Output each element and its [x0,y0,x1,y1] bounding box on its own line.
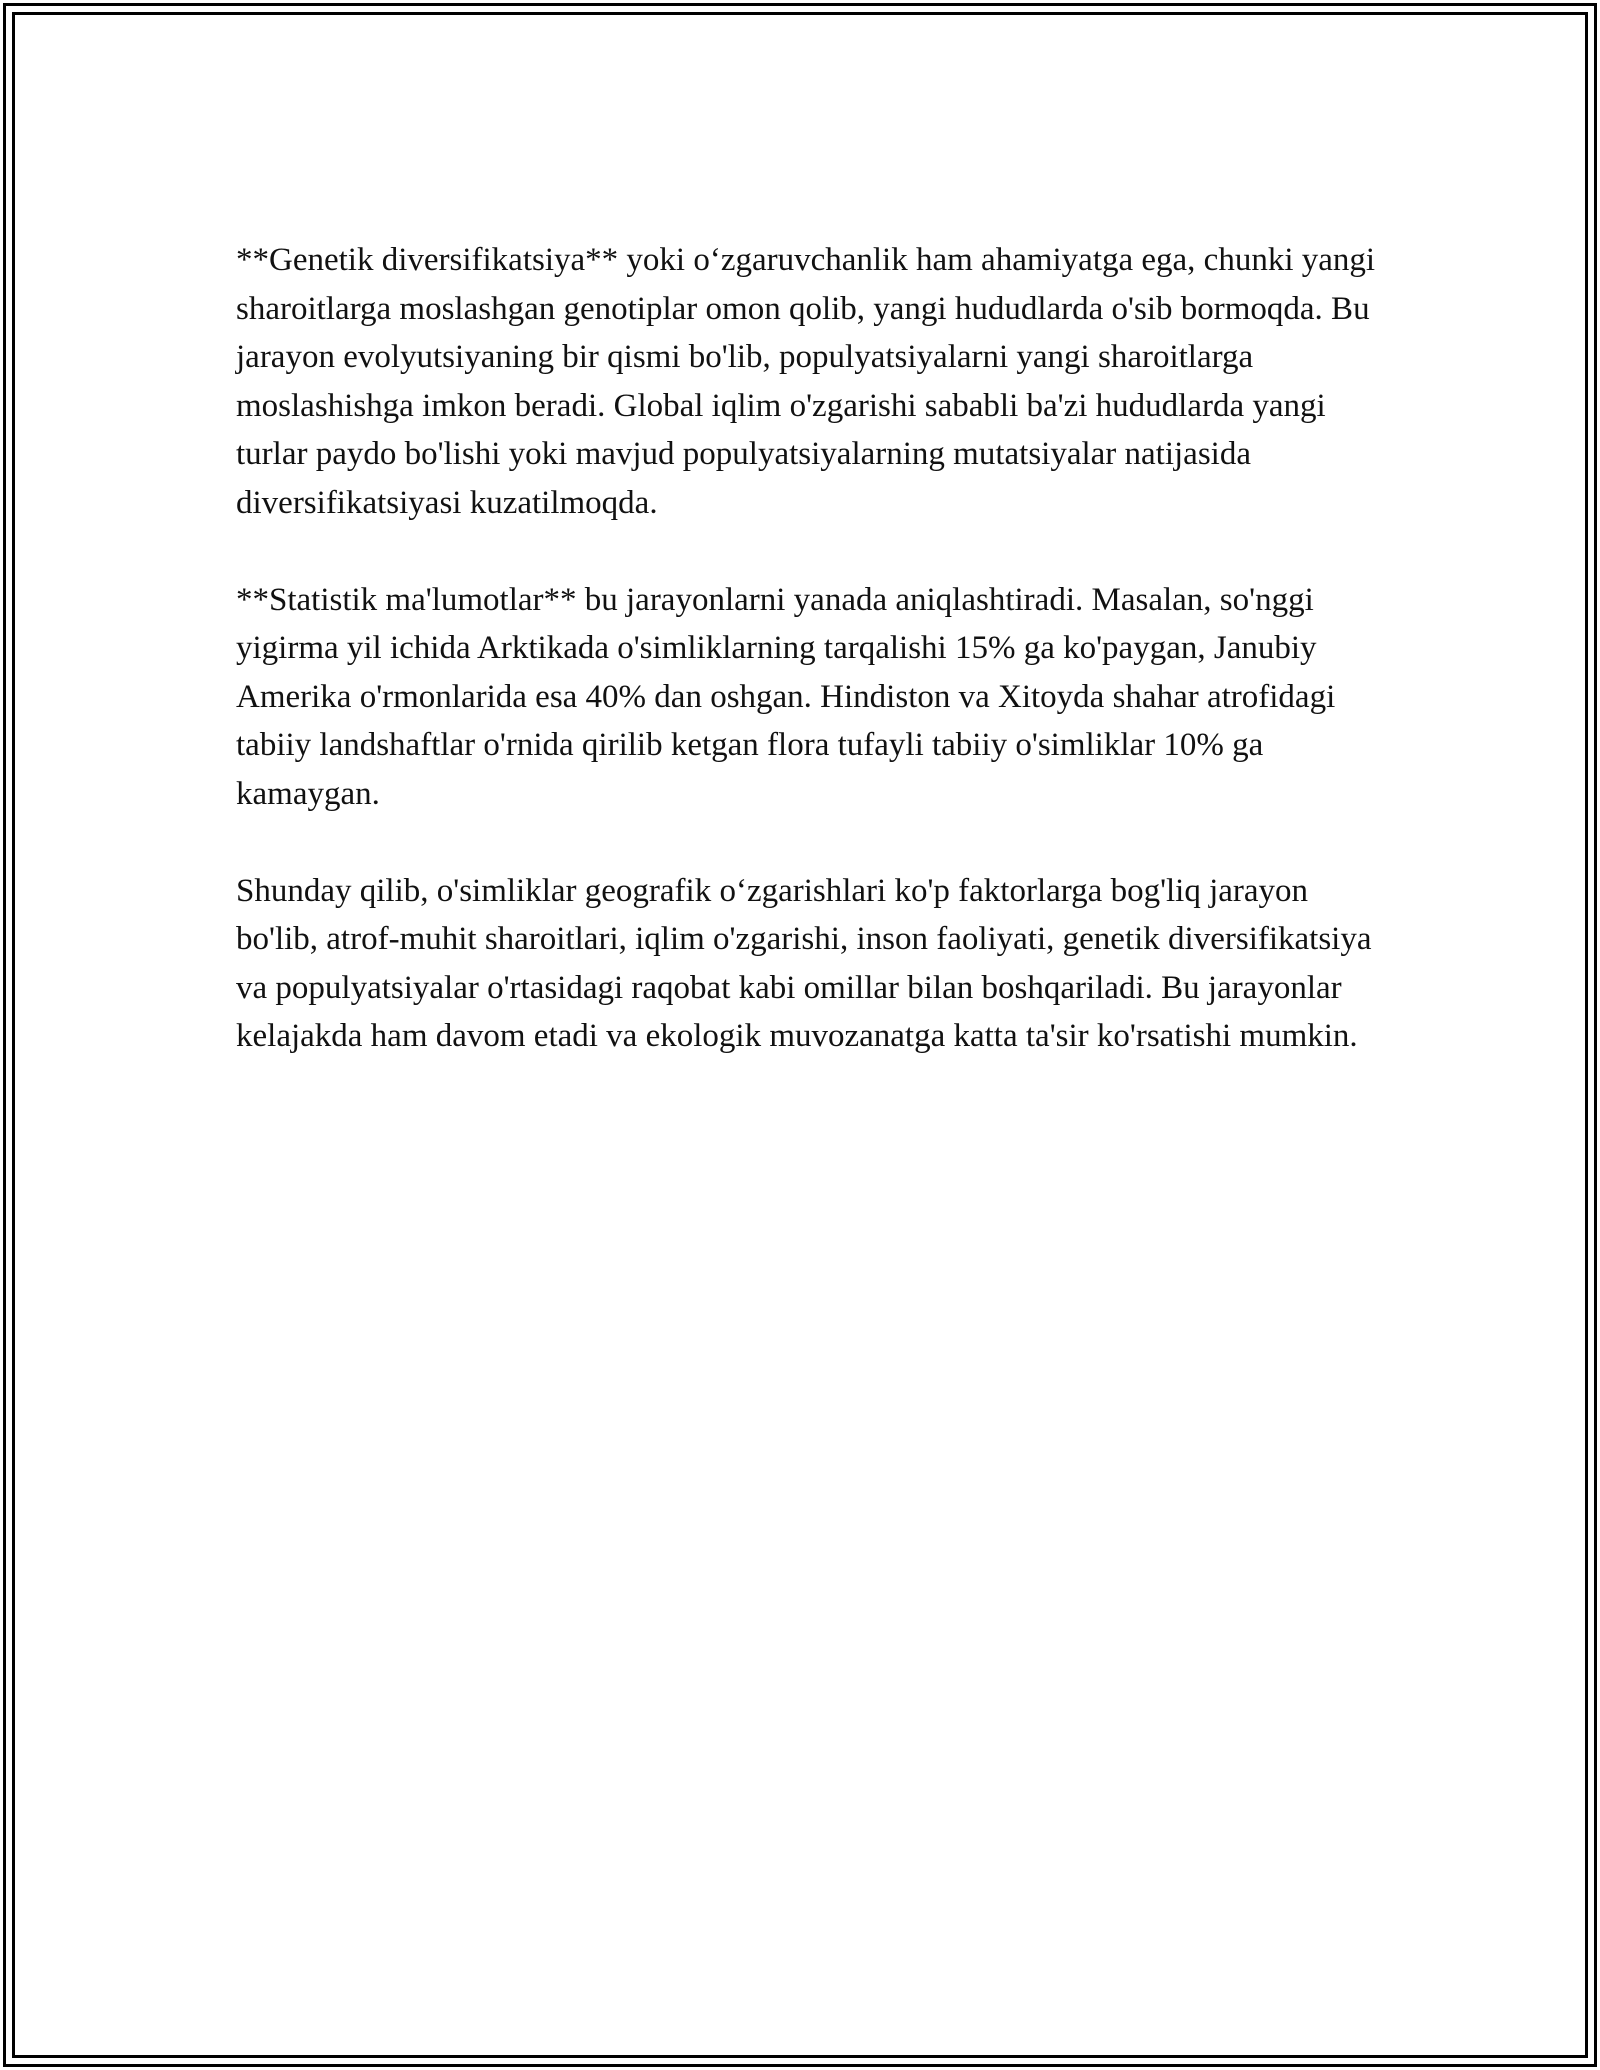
paragraph-genetic-diversification: **Genetik diversifikatsiya** yoki o‘zgaruvchanlik ham ahamiyatga ega, chunki yangi sharoitlarga moslashgan genotiplar omon qolib, yangi hududlarda o'sib bormoqda. Bu jarayon evolyutsiyaning bir qismi bo'lib, populyatsiyalarni yangi sharoitlarga moslashishga imkon beradi. Global iqlim o'zgarishi sababli ba'zi hududlarda yangi turlar paydo bo'lishi yoki mavjud populyatsiyalarning mutatsiyalar natijasida diversifikatsiyasi kuzatilmoqda. [236,242,1376,521]
document-body [236,236,1376,1109]
paragraph-conclusion: Shunday qilib, o'simliklar geografik o‘zgarishlari ko'p faktorlarga bog'liq jarayon bo'lib, atrof-muhit sharoitlari, iqlim o'zgarishi, inson faoliyati, genetik diversifikatsiya va populyatsiyalar o'rtasidagi raqobat kabi omillar bilan boshqariladi. Bu jarayonlar kelajakda ham davom etadi va ekologik muvozanatga katta ta'sir ko'rsatishi mumkin. [236,872,1372,1054]
paragraph-statistics: **Statistik ma'lumotlar** bu jarayonlarni yanada aniqlashtiradi. Masalan, so'nggi yigirma yil ichida Arktikada o'simliklarning tarqalishi 15% ga ko'paygan, Janubiy Amerika o'rmonlarida esa 40% dan oshgan. Hindiston va Xitoyda shahar atrofidagi tabiiy landshaftlar o'rnida qirilib ketgan flora tufayli tabiiy o'simliklar 10% ga kamaygan. [236,581,1336,812]
